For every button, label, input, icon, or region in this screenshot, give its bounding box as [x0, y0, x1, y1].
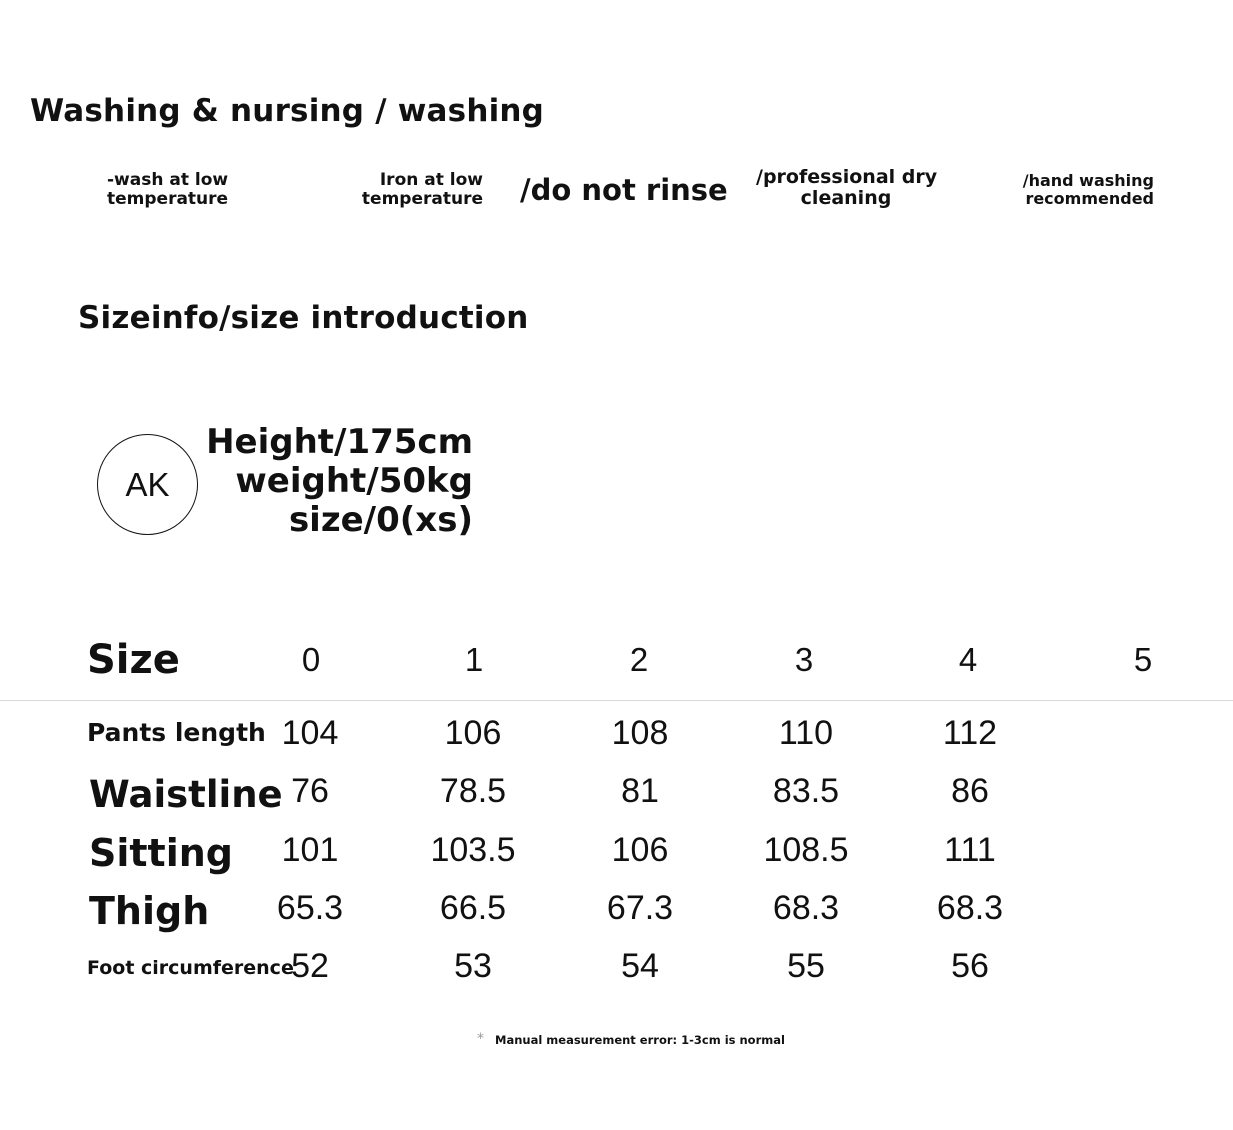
care-item-line: Iron at low	[379, 170, 483, 190]
table-cell: 56	[951, 947, 989, 985]
row-label-foot-circumference: Foot circumference	[87, 957, 294, 979]
size-column-5: 5	[1133, 641, 1153, 678]
table-cell: 55	[787, 947, 825, 985]
table-cell: 108.5	[763, 831, 849, 869]
table-cell: 111	[944, 831, 996, 869]
table-cell: 83.5	[772, 772, 840, 810]
care-item-line: temperature	[107, 189, 229, 209]
table-cell: 52	[291, 947, 329, 985]
row-label-pants-length: Pants length	[87, 718, 266, 747]
table-cell: 86	[951, 772, 989, 810]
row-label-sitting: Sitting	[89, 831, 234, 875]
care-item-line: /hand washing	[1022, 171, 1154, 190]
table-cell: 67.3	[606, 889, 674, 927]
care-item-do-not-rinse: /do not rinse	[520, 173, 728, 207]
size-column-0: 0	[301, 641, 321, 678]
care-item-line: cleaning	[800, 187, 892, 209]
table-cell: 65.3	[276, 889, 344, 927]
model-avatar: AK	[97, 434, 198, 535]
size-info-title: Sizeinfo/size introduction	[78, 300, 529, 336]
table-cell: 106	[611, 831, 669, 869]
table-cell: 108	[611, 714, 669, 752]
table-cell: 53	[454, 947, 492, 985]
table-cell: 76	[291, 772, 329, 810]
footnote-star: *	[477, 1031, 484, 1047]
care-item-hand-washing	[1010, 172, 1154, 208]
table-cell: 112	[942, 714, 998, 752]
table-cell: 54	[621, 947, 659, 985]
header-divider	[0, 700, 1233, 701]
row-label-waistline: Waistline	[89, 773, 283, 816]
model-height: Height/175cm	[206, 422, 473, 462]
model-info	[200, 423, 473, 540]
size-column-3: 3	[794, 641, 814, 678]
table-cell: 101	[281, 831, 339, 869]
care-item-line: /professional dry	[756, 166, 938, 188]
table-cell: 78.5	[439, 772, 507, 810]
care-item-line: temperature	[361, 189, 483, 209]
care-item-wash-low-temp	[107, 171, 228, 209]
care-title: Washing & nursing / washing	[30, 93, 545, 129]
care-item-dry-cleaning	[756, 167, 936, 209]
size-column-1: 1	[464, 641, 484, 678]
size-column-2: 2	[629, 641, 649, 678]
table-cell: 66.5	[439, 889, 507, 927]
care-item-line: recommended	[1025, 189, 1154, 208]
footnote-text: Manual measurement error: 1-3cm is normal	[495, 1033, 785, 1047]
table-cell: 106	[444, 714, 502, 752]
care-item-line: -wash at low	[107, 170, 229, 190]
table-cell: 110	[778, 714, 834, 752]
model-size: size/0(xs)	[288, 500, 473, 540]
size-column-4: 4	[958, 641, 978, 678]
table-cell: 68.3	[936, 889, 1004, 927]
table-cell: 103.5	[430, 831, 516, 869]
model-weight: weight/50kg	[235, 461, 473, 501]
size-header-label: Size	[87, 637, 180, 683]
table-cell: 81	[621, 772, 659, 810]
table-cell: 68.3	[772, 889, 840, 927]
table-cell: 104	[281, 714, 339, 752]
row-label-thigh: Thigh	[89, 889, 210, 933]
care-item-iron-low-temp	[340, 171, 483, 209]
